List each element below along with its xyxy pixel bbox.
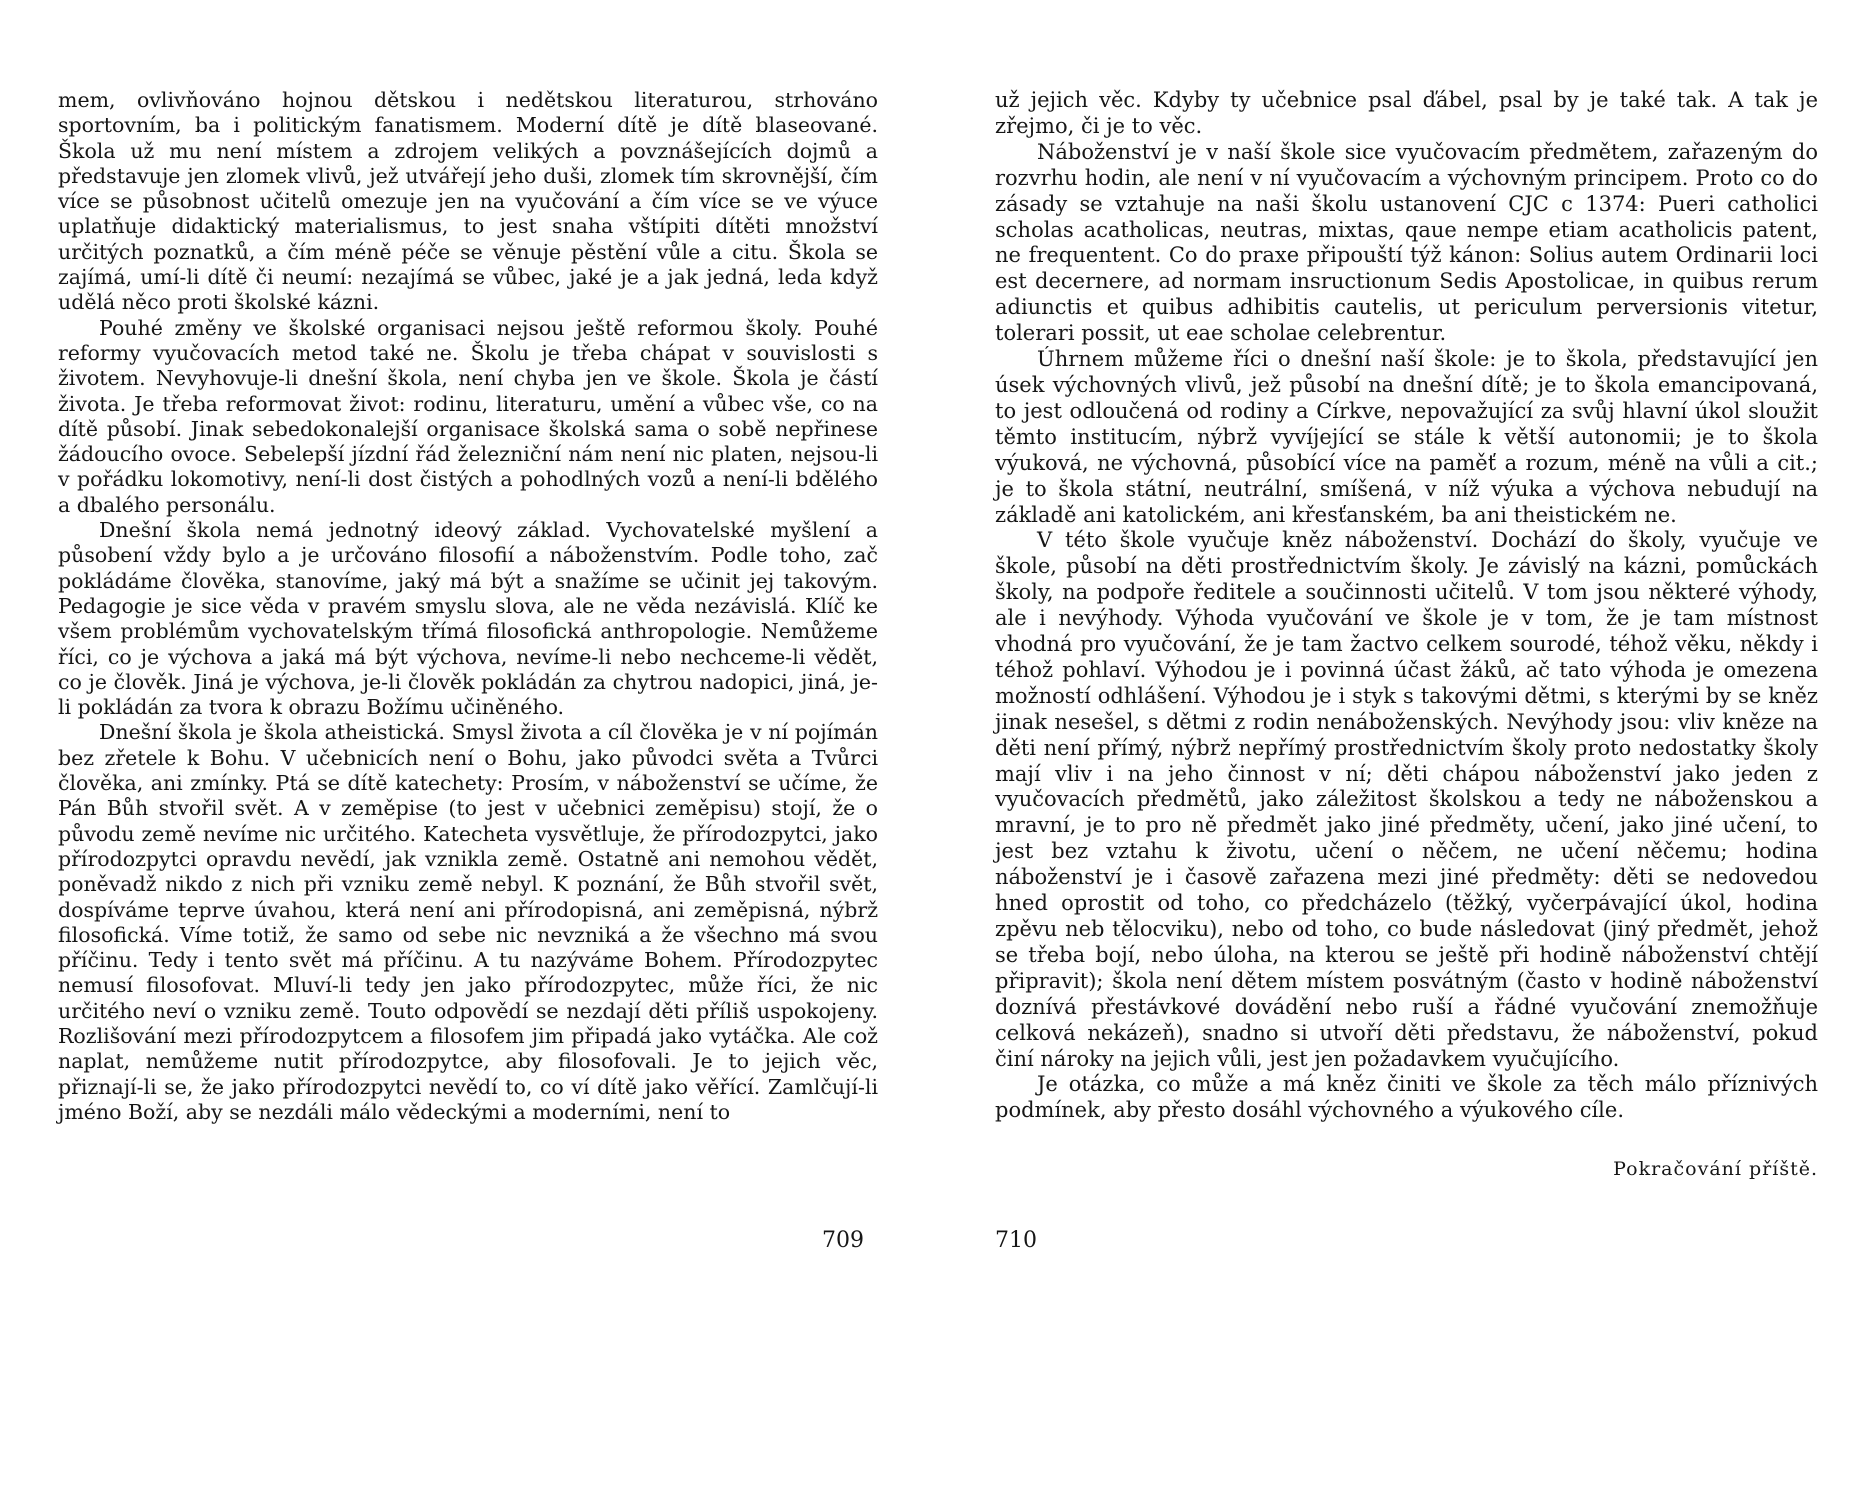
paragraph: už jejich věc. Kdyby ty učebnice psal ďábel, psal by je také tak. A tak je zřejmo, či je to věc. bbox=[995, 88, 1818, 138]
paragraph: V této škole vyučuje kněz náboženství. Dochází do školy, vyučuje ve škole, působí na děti prostřednictvím školy. Je závislý na kázni, pomůckách školy, na podpoře ředitele a součinnosti učitelů. V tom jsou některé výhody, ale i nevýhody. Výhoda vyučování ve škole je v tom, že je tam místnost vhodná pro vyučování, že je tam žactvo celkem sourodé, téhož věku, někdy i téhož pohlaví. Výhodou je i povinná účast žáků, ač tato výhoda je omezena možností odhlášení. Výhodou je i styk s takovými dětmi, s kterými by se kněz jinak nesešel, s dětmi z rodin nenáboženských. Nevýhody jsou: vliv kněze na děti není přímý, nýbrž nepřímý prostřednictvím školy proto nedostatky školy mají vliv i na jeho činnost v ní; děti chápou náboženství jako jeden z vyučovacích předmětů, jako záležitost školskou a tedy ne náboženskou a mravní, je to pro ně předmět jako jiné předměty, učení, jako jiné učení, to jest bez vztahu k životu, učení o něčem, ne učení něčemu; hodina náboženství je i časově zařazena mezi jiné předměty: děti se nedovedou hned oprostit od toho, co předcházelo (těžký, vyčerpávající úkol, hodina zpěvu neb tělocviku), nebo od toho, co bude následovat (jiný předmět, jehož se třeba bojí, nebo úloha, na kterou se ještě při hodině náboženství chtějí připravit); škola není dětem místem posvátným (často v hodině náboženství doznívá přestávkové dovádění nebo ruší a řádné vyučování znemožňuje celková nekázeň), snadno si utvoří děti představu, že náboženství, pokud činí nároky na jejich vůli, jest jen požadavkem vyučujícího. bbox=[995, 528, 1818, 1071]
paragraph: Pouhé změny ve školské organisaci nejsou ještě reformou školy. Pouhé reformy vyučovacích metod také ne. Školu je třeba chápat v souvislosti s životem. Nevyhovuje-li dnešní škola, není chyba jen ve škole. Škola je částí života. Je třeba reformovat život: rodinu, literaturu, umění a vůbec vše, co na dítě působí. Jinak sebedokonalejší organisace školská sama o sobě nepřinese žádoucího ovoce. Sebelepší jízdní řád železniční nám není nic platen, nejsou-li v pořádku lokomotivy, není-li dost čistých a pohodlných vozů a není-li bdělého a dbalého personálu. bbox=[58, 315, 878, 517]
page-number: 709 bbox=[822, 1228, 864, 1253]
right-page bbox=[931, 0, 1862, 1500]
left-page-text bbox=[58, 88, 878, 1125]
paragraph: Dnešní škola nemá jednotný ideový základ. Vychovatelské myšlení a působení vždy bylo a je určováno filosofií a náboženstvím. Podle toho, zač pokládáme člověka, stanovíme, jaký má být a snažíme se učinit jej takovým. Pedagogie je sice věda v pravém smyslu slova, ale ne věda nezávislá. Klíč ke všem problémům vychovatelským třímá filosofická anthropologie. Nemůžeme říci, co je výchova a jaká má být výchova, nevíme-li nebo nechceme-li vědět, co je člověk. Jiná je výchova, je-li člověk pokládán za chytrou nadopici, jiná, je-li pokládán za tvora k obrazu Božímu učiněného. bbox=[58, 518, 878, 720]
paragraph: mem, ovlivňováno hojnou dětskou i nedětskou literaturou, strhováno sportovním, ba i politickým fanatismem. Moderní dítě je dítě blaseované. Škola už mu není místem a zdrojem velikých a povznášejících dojmů a představuje jen zlomek vlivů, jež utvářejí jeho duši, zlomek tím skrovnější, čím více se působnost učitelů omezuje jen na vyučování a čím více se ve výuce uplatňuje didaktický materialismus, to jest snaha vštípiti dítěti množství určitých poznatků, a čím méně péče se věnuje pěstění vůle a citu. Škola se zajímá, umí-li dítě či neumí: nezajímá se vůbec, jaké je a jak jedná, leda když udělá něco proti školské kázni. bbox=[58, 88, 878, 315]
continued-note: Pokračování příště. bbox=[1613, 1158, 1818, 1180]
paragraph: Dnešní škola je škola atheistická. Smysl života a cíl člověka je v ní pojímán bez zřetele k Bohu. V učebnicích není o Bohu, jako původci světa a Tvůrci člověka, ani zmínky. Ptá se dítě katechety: Prosím, v náboženství se učíme, že Pán Bůh stvořil svět. A v zeměpise (to jest v učebnici zeměpisu) stojí, že o původu země nevíme nic určitého. Katecheta vysvětluje, že přírodozpytci, jako přírodozpytci opravdu nevědí, jak vznikla země. Ostatně ani nemohou vědět, poněvadž nikdo z nich při vzniku země nebyl. K poznání, že Bůh stvořil svět, dospíváme teprve úvahou, která není ani přírodopisná, ani zeměpisná, nýbrž filosofická. Víme totiž, že samo od sebe nic nevzniká a že všechno má svou příčinu. Tedy i tento svět má příčinu. A tu nazýváme Bohem. Přírodozpytec nemusí filosofovat. Mluví-li tedy jen jako přírodozpytec, může říci, že nic určitého neví o vzniku země. Touto odpovědí se nezdají děti příliš uspokojeny. Rozlišování mezi přírodozpytcem a filosofem jim připadá jako vytáčka. Ale což naplat, nemůžeme nutit přírodozpytce, aby filosofovali. Je to jejich věc, přiznají-li se, že jako přírodozpytci nevědí to, co ví dítě jako věřící. Zamlčují-li jméno Boží, aby se nezdáli málo vědeckými a moderními, není to bbox=[58, 720, 878, 1124]
page-number: 710 bbox=[995, 1228, 1037, 1253]
paragraph: Je otázka, co může a má kněz činiti ve škole za těch málo příznivých podmínek, aby přesto dosáhl výchovného a výukového cíle. bbox=[995, 1072, 1818, 1123]
paragraph: Úhrnem můžeme říci o dnešní naší škole: je to škola, představující jen úsek výchovných vlivů, jež působí na dnešní dítě; je to škola emancipovaná, to jest odloučená od rodiny a Církve, nepovažující za svůj hlavní úkol sloužit těmto institucím, nýbrž vyvíjející se stále k větší autonomii; je to škola výuková, ne výchovná, působící více na paměť a rozum, méně na vůli a cit.; je to škola státní, neutrální, smíšená, v níž výuka a výchova nebudují na základě ani katolickém, ani křesťanském, ba ani theistickém ne. bbox=[995, 347, 1818, 527]
paragraph: Náboženství je v naší škole sice vyučovacím předmětem, zařazeným do rozvrhu hodin, ale není v ní vyučovacím a výchovným principem. Proto co do zásady se vztahuje na naši školu ustanovení CJC c 1374: Pueri catholici scholas acatholicas, neutras, mixtas, qaue nempe etiam acatholicis patent, ne frequentent. Co do praxe připouští týž kánon: Solius autem Ordinarii loci est decernere, ad normam insructionum Sedis Apostolicae, in quibus rerum adiunctis et quibus adhibitis cautelis, ut periculum perversionis vitetur, tolerari possit, ut eae scholae celebrentur. bbox=[995, 139, 1818, 346]
right-page-text bbox=[995, 88, 1818, 1124]
